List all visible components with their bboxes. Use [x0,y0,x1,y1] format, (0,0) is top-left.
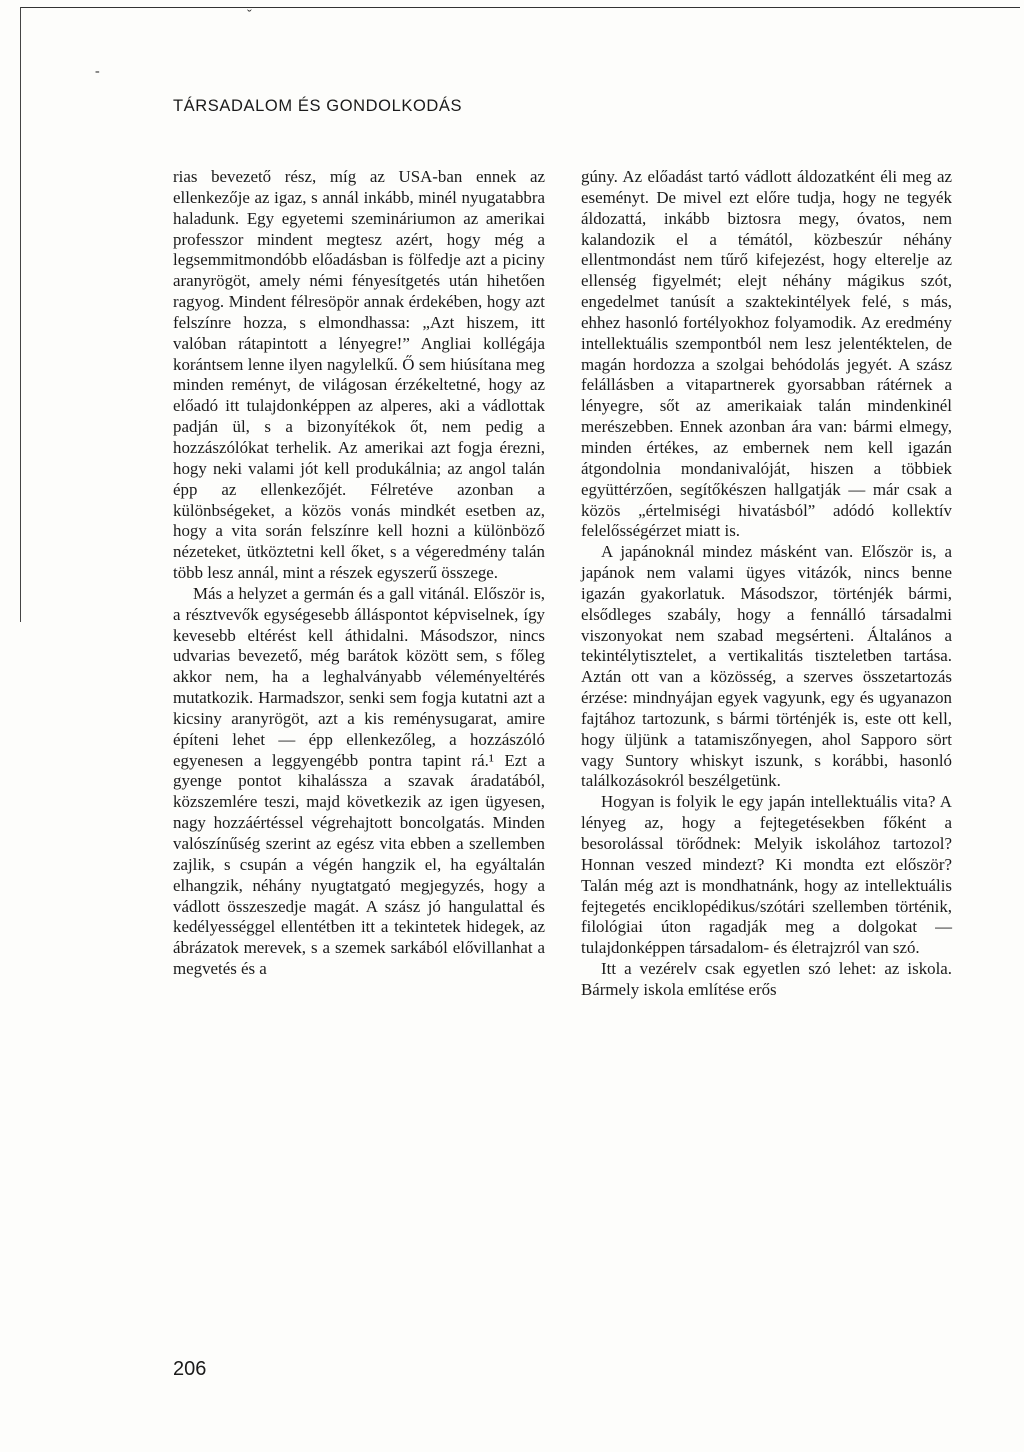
scan-mark: ˇ [247,8,252,23]
text-column-left [173,167,545,980]
top-border-line [20,7,1020,8]
paragraph: rias bevezető rész, míg az USA-ban ennek az ellenkezője az igaz, s annál inkább, minél nyugatabbra haladunk. Egy egyetemi szemináriumon az amerikai professzor mindent megtesz azért, hogy még a legsemmitmondóbb előadásban is fölfedje azt a piciny aranyrögöt, amely némi fényesítgetés után hihetően ragyog. Mindent félresöpör annak érdekében, hogy azt felszínre hozza, s elmondhassa: „Azt hiszem, itt valóban rátapintott a lényegre!” Angliai kollégája korántsem lenne ilyen nagylelkű. Ő sem hiúsítana meg minden reményt, de világosan érzékeltetné, hogy az előadó itt tulajdonképpen az alperes, aki a vádlottak padján ül, s a bizonyítékok őt, nem pedig a hozzászólókat terhelik. Az amerikai azt fogja érezni, hogy neki valami jót kell produkálnia; az angol talán épp az ellenkezőjét. Félretéve azonban a különbségeket, a közös vonás mindkét esetben az, hogy a vita során felszínre kell hozni a különböző nézeteket, ütköztetni kell őket, s a végeredmény talán több lesz annál, mint a részek egyszerű összege. [173,167,545,583]
page-number: 206 [173,1358,207,1380]
scan-mark: - [95,64,100,79]
paragraph: Hogyan is folyik le egy japán intellektuális vita? A lényeg az, hogy a fejtegetésekben főként a besorolással törődnek: Melyik iskolához tartozol? Honnan veszed mindezt? Ki mondta ezt először? Talán még azt is mondhatnánk, hogy az intellektuális fejtegetés enciklopédikus/szótári szellemben történik, filológiai úton ragadják meg a dolgokat — tulajdonképpen társadalom- és életrajzról van szó. [581,792,952,958]
paragraph: Más a helyzet a germán és a gall vitánál. Először is, a résztvevők egységesebb álláspontot képviselnek, így kevesebb eltérést kell áthidalni. Másodszor, nincs udvarias bevezető, még barátok között sem, s főleg akkor nem, ha a leghalványabb véleményeltérés mutatkozik. Harmadszor, senki sem fogja kutatni azt a kicsiny aranyrögöt, azt a kis reménysugarat, amire építeni lehet — épp ellenkezőleg, a hozzászóló egyenesen a leggyengébb pontra tapint rá.¹ Ezt a gyenge pontot kihalássza a szavak áradatából, közszemlére teszi, majd következik az igen ügyesen, nagy hozzáértéssel végrehajtott boncolgatás. Minden valószínűség szerint az egész vita ebben a szellemben zajlik, s csupán a végén hangzik el, ha egyáltalán elhangzik, néhány nyugtatgató megjegyzés, hogy a vádlott összeszedje magát. A szász jó hangulattal és kedélyességgel ellentétben itt a tekintetek hidegek, az ábrázatok merevek, s a szemek sarkából elővillanhat a megvetés és a [173,583,545,979]
text-column-right [581,167,952,1001]
running-header: TÁRSADALOM ÉS GONDOLKODÁS [173,97,463,115]
paragraph: Itt a vezérelv csak egyetlen szó lehet: az iskola. Bármely iskola említése erős [581,959,952,999]
paragraph: gúny. Az előadást tartó vádlott áldozatként éli meg az eseményt. De mivel ezt előre tudja, hogy ne tegyék áldozattá, inkább biztosra megy, óvatos, nem kalandozik el a témától, közbeszúr néhány ellentmondást nem tűrő kifejezést, hogy elterelje az ellenség figyelmét; elejt néhány mágikus szót, engedelmet tanúsít a szaktekintélyek felé, s más, ehhez hasonló fortélyokhoz folyamodik. Az eredmény intellektuális szempontból nem lesz jelentéktelen, de magán hordozza a szolgai behódolás jegyét. A szász felállásben a vitapartnerek gyorsabban rátérnek a lényegre, sőt az amerikaiak talán mindenkinél merészebben. Ennek azonban ára van: bármi elmegy, minden értékes, az embernek nem kell igazán átgondolnia mondanivalóját, hiszen a többiek együttérzően, segítőkészen hallgatják — már csak a közös „értelmiségi hivatásból” adódó kollektív felelősségérzet miatt is. [581,167,952,541]
paragraph: A japánoknál mindez másként van. Először is, a japánok nem valami ügyes vitázók, nincs benne igazán gyakorlatuk. Másodszor, történjék bármi, elsődleges szabály, hogy a fennálló társadalmi viszonyokat nem szabad megsérteni. Általános a tekintélytisztelet, a vertikalitás tiszteletben tartása. Aztán ott van a közösség, a szerves összetartozás érzése: mindnyájan egyek vagyunk, egy és ugyanazon fajtához tartozunk, s bármi történjék is, este ott kell, hogy üljünk a tatamiszőnyegen, ahol Sapporo sört vagy Suntory whiskyt iszunk, s korábbi, hasonló találkozásokról beszélgetünk. [581,542,952,791]
left-border-line [20,7,21,622]
